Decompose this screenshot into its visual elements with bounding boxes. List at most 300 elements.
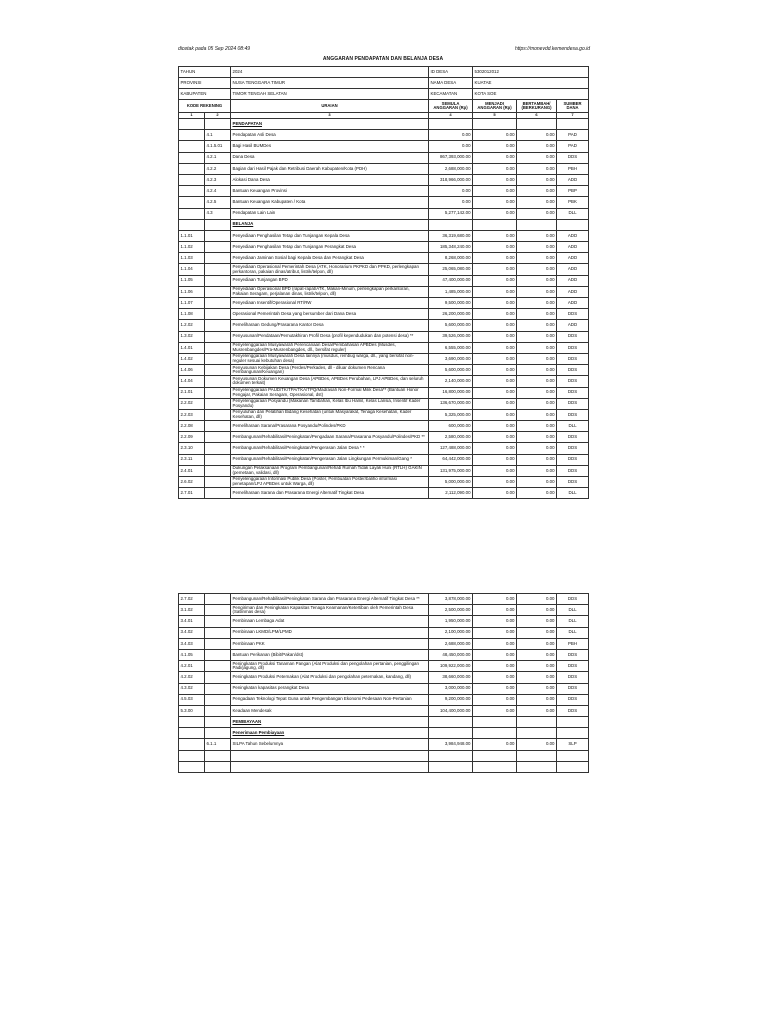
sub-kode-cell: 4.2.5 bbox=[205, 197, 231, 208]
semula-cell: 5,600,000.00 bbox=[429, 365, 473, 376]
uraian-cell: Bantuan Keuangan Provinsi bbox=[231, 186, 429, 197]
kecamatan-label: KECAMATAN bbox=[429, 89, 473, 100]
kode-rekening-cell bbox=[179, 728, 205, 739]
bertambah-cell bbox=[517, 750, 557, 761]
table-row bbox=[179, 739, 589, 750]
bertambah-cell: 0.00 bbox=[517, 443, 557, 454]
kode-rekening-cell: 2.3.10 bbox=[179, 443, 205, 454]
provinsi-label: PROVINSI bbox=[179, 78, 231, 89]
sub-kode-cell bbox=[205, 683, 231, 694]
kode-rekening-cell: 1.3.02 bbox=[179, 331, 205, 342]
semula-cell bbox=[429, 761, 473, 772]
sumber-dana-cell: DDS bbox=[557, 683, 589, 694]
tahun-value: 2024 bbox=[231, 67, 429, 78]
kode-rekening-cell: 1.1.01 bbox=[179, 230, 205, 241]
table-row bbox=[179, 242, 589, 253]
sub-kode-cell bbox=[205, 750, 231, 761]
sumber-dana-cell: ADD bbox=[557, 230, 589, 241]
uraian-cell: Pemeliharaan Sarana dan Prasarana Energi Alternatif Tingkat Desa bbox=[231, 488, 429, 499]
menjadi-cell: 0.00 bbox=[473, 465, 517, 476]
bertambah-cell: 0.00 bbox=[517, 197, 557, 208]
sumber-dana-cell: DDS bbox=[557, 454, 589, 465]
menjadi-cell: 0.00 bbox=[473, 627, 517, 638]
semula-cell bbox=[429, 750, 473, 761]
sumber-dana-cell bbox=[557, 219, 589, 230]
header-kode-rekening: KODE REKENING bbox=[179, 100, 231, 113]
semula-cell: 39,526,000.00 bbox=[429, 331, 473, 342]
semula-cell: 5,000,000.00 bbox=[429, 477, 473, 488]
bertambah-cell: 0.00 bbox=[517, 130, 557, 141]
kabupaten-label: KABUPATEN bbox=[179, 89, 231, 100]
kecamatan-value: KOTA SOE bbox=[473, 89, 589, 100]
table-row bbox=[179, 387, 589, 398]
uraian-cell: Penyediaan Jaminan Sosial bagi Kepala Desa dan Perangkat Desa bbox=[231, 253, 429, 264]
kode-rekening-cell: 1.1.06 bbox=[179, 286, 205, 297]
sub-kode-cell bbox=[205, 694, 231, 705]
sumber-dana-cell: DDS bbox=[557, 342, 589, 353]
menjadi-cell: 0.00 bbox=[473, 616, 517, 627]
table-row bbox=[179, 141, 589, 152]
uraian-cell: Pembangunan/Rehabilitasi/Peningkatan/Pengerasan Jalan Desa * * bbox=[231, 443, 429, 454]
bertambah-cell: 0.00 bbox=[517, 594, 557, 605]
sub-kode-cell bbox=[205, 627, 231, 638]
menjadi-cell: 0.00 bbox=[473, 331, 517, 342]
menjadi-cell: 0.00 bbox=[473, 152, 517, 163]
col-number-6: 6 bbox=[517, 113, 557, 119]
sub-kode-cell bbox=[205, 365, 231, 376]
kode-rekening-cell: 2.7.01 bbox=[179, 488, 205, 499]
bertambah-cell: 0.00 bbox=[517, 298, 557, 309]
menjadi-cell: 0.00 bbox=[473, 454, 517, 465]
sub-kode-cell bbox=[205, 477, 231, 488]
kode-rekening-cell: 1.1.04 bbox=[179, 264, 205, 275]
sub-kode-cell bbox=[205, 264, 231, 275]
sumber-dana-cell: PAD bbox=[557, 141, 589, 152]
semula-cell: 104,400,000.00 bbox=[429, 705, 473, 716]
table-row bbox=[179, 298, 589, 309]
kode-rekening-cell: 2.2.02 bbox=[179, 398, 205, 409]
menjadi-cell: 0.00 bbox=[473, 230, 517, 241]
bertambah-cell: 0.00 bbox=[517, 353, 557, 364]
table-row bbox=[179, 661, 589, 672]
kode-rekening-cell: 1.1.05 bbox=[179, 275, 205, 286]
sumber-dana-cell: ADD bbox=[557, 286, 589, 297]
sub-kode-cell bbox=[205, 443, 231, 454]
sub-kode-cell bbox=[205, 387, 231, 398]
menjadi-cell: 0.00 bbox=[473, 163, 517, 174]
menjadi-cell: 0.00 bbox=[473, 649, 517, 660]
kode-rekening-cell: 2.2.08 bbox=[179, 421, 205, 432]
menjadi-cell: 0.00 bbox=[473, 672, 517, 683]
menjadi-cell: 0.00 bbox=[473, 242, 517, 253]
menjadi-cell: 0.00 bbox=[473, 421, 517, 432]
sumber-dana-cell: PBP bbox=[557, 186, 589, 197]
bertambah-cell: 0.00 bbox=[517, 638, 557, 649]
semula-cell: 16,800,000.00 bbox=[429, 387, 473, 398]
menjadi-cell: 0.00 bbox=[473, 409, 517, 420]
bertambah-cell: 0.00 bbox=[517, 409, 557, 420]
sumber-dana-cell: DDS bbox=[557, 661, 589, 672]
sumber-dana-cell: DLL bbox=[557, 627, 589, 638]
kode-rekening-cell bbox=[179, 197, 205, 208]
col-number-7: 7 bbox=[557, 113, 589, 119]
kode-rekening-cell: 1.1.08 bbox=[179, 309, 205, 320]
uraian-cell: Pembangunan/Rehabilitasi/Peningkatan/Pengerasan Jalan Lingkungan Permukiman/Gang * bbox=[231, 454, 429, 465]
source-url[interactable]: https://monevdd.kemendesa.go.id bbox=[514, 46, 590, 52]
kode-rekening-cell: 4.2.01 bbox=[179, 661, 205, 672]
table-row bbox=[179, 376, 589, 387]
kode-rekening-cell: 1.2.02 bbox=[179, 320, 205, 331]
semula-cell: 48,450,000.00 bbox=[429, 649, 473, 660]
sub-kode-cell: 4.3 bbox=[205, 208, 231, 219]
menjadi-cell: 0.00 bbox=[473, 398, 517, 409]
uraian-cell: PENDAPATAN bbox=[231, 119, 429, 130]
bertambah-cell: 0.00 bbox=[517, 488, 557, 499]
uraian-cell: Penyusunan/Pendataan/Pemutakhiran Profil Desa (profil kependudukan dan potensi desa) ** bbox=[231, 331, 429, 342]
menjadi-cell: 0.00 bbox=[473, 264, 517, 275]
bertambah-cell: 0.00 bbox=[517, 605, 557, 616]
bertambah-cell: 0.00 bbox=[517, 432, 557, 443]
sub-kode-cell bbox=[205, 661, 231, 672]
uraian-cell: Peningkatan Produksi Tanaman Pangan (Alat Produksi dan pengolahan pertanian, penggilingan Padi/jagung, dll) bbox=[231, 661, 429, 672]
kode-rekening-cell bbox=[179, 761, 205, 772]
nama-desa-value: KUATAE bbox=[473, 78, 589, 89]
sumber-dana-cell: DDS bbox=[557, 398, 589, 409]
menjadi-cell: 0.00 bbox=[473, 443, 517, 454]
table-row bbox=[179, 130, 589, 141]
bertambah-cell: 0.00 bbox=[517, 649, 557, 660]
uraian-cell: Penyelenggaraan Informasi Publik Desa (Poster, Pembuatan Poster/baliho informasi penetapan/LPJ APBDes untuk Warga, dll) bbox=[231, 477, 429, 488]
uraian-cell: Pemeliharaan Gedung/Prasarana Kantor Desa bbox=[231, 320, 429, 331]
table-row bbox=[179, 443, 589, 454]
sub-kode-cell bbox=[205, 649, 231, 660]
kode-rekening-cell bbox=[179, 739, 205, 750]
semula-cell: 867,393,000.00 bbox=[429, 152, 473, 163]
uraian-cell: Bantuan Keuangan Kabupaten / Kota bbox=[231, 197, 429, 208]
bertambah-cell: 0.00 bbox=[517, 163, 557, 174]
kode-rekening-cell: 2.7.02 bbox=[179, 594, 205, 605]
sub-kode-cell bbox=[205, 275, 231, 286]
table-row bbox=[179, 454, 589, 465]
sub-kode-cell bbox=[205, 409, 231, 420]
sumber-dana-cell: DDS bbox=[557, 649, 589, 660]
semula-cell: 2,580,000.00 bbox=[429, 432, 473, 443]
uraian-cell: Penyediaan Penghasilan Tetap dan Tunjangan Kepala Desa bbox=[231, 230, 429, 241]
menjadi-cell: 0.00 bbox=[473, 353, 517, 364]
table-row bbox=[179, 638, 589, 649]
bertambah-cell bbox=[517, 728, 557, 739]
uraian-cell: SILPA Tahun Sebelumnya bbox=[231, 739, 429, 750]
uraian-cell: Penyediaan Operasional BPD (rapat-rapat/ATK, Makan-Minum, perlengkapan perkantoran, Pakaian Seragam, perjalanan dinas, listrik/telpon, dll) bbox=[231, 286, 429, 297]
bertambah-cell: 0.00 bbox=[517, 376, 557, 387]
sub-kode-cell: 4.2.2 bbox=[205, 163, 231, 174]
semula-cell: 600,000.00 bbox=[429, 421, 473, 432]
sumber-dana-cell: DDS bbox=[557, 152, 589, 163]
uraian-cell: Pengiriman dan Peningkatan Kapasitas Tenaga Keamanan/Ketertiban oleh Pemerintah Desa (Satlinmas desa) bbox=[231, 605, 429, 616]
menjadi-cell: 0.00 bbox=[473, 309, 517, 320]
kode-rekening-cell: 1.1.03 bbox=[179, 253, 205, 264]
bertambah-cell: 0.00 bbox=[517, 186, 557, 197]
uraian-cell: Penerimaan Pembiayaan bbox=[231, 728, 429, 739]
semula-cell: 131,975,000.00 bbox=[429, 465, 473, 476]
uraian-cell: Pemeliharaan Sarana/Prasarana Posyandu/Polindes/PKD bbox=[231, 421, 429, 432]
sumber-dana-cell: ADD bbox=[557, 320, 589, 331]
sumber-dana-cell: ADD bbox=[557, 275, 589, 286]
menjadi-cell: 0.00 bbox=[473, 286, 517, 297]
semula-cell: 0.00 bbox=[429, 141, 473, 152]
menjadi-cell bbox=[473, 219, 517, 230]
uraian-cell: Dukungan Pelaksanaan Program Pembangunan/Rehab Rumah Tidak Layak Huni (RTLH) GAKIN (pemetaan, validasi, dll) bbox=[231, 465, 429, 476]
sub-kode-cell bbox=[205, 398, 231, 409]
table-row bbox=[179, 264, 589, 275]
menjadi-cell: 0.00 bbox=[473, 197, 517, 208]
sumber-dana-cell: DDS bbox=[557, 443, 589, 454]
bertambah-cell: 0.00 bbox=[517, 309, 557, 320]
bertambah-cell: 0.00 bbox=[517, 342, 557, 353]
col-number-5: 5 bbox=[473, 113, 517, 119]
table-header-row bbox=[179, 100, 589, 113]
sumber-dana-cell: DDS bbox=[557, 694, 589, 705]
kode-rekening-cell: 2.3.11 bbox=[179, 454, 205, 465]
menjadi-cell: 0.00 bbox=[473, 298, 517, 309]
semula-cell: 2,140,000.00 bbox=[429, 376, 473, 387]
sub-kode-cell bbox=[205, 376, 231, 387]
col-number-3: 3 bbox=[231, 113, 429, 119]
table-row bbox=[179, 761, 589, 772]
bertambah-cell: 0.00 bbox=[517, 739, 557, 750]
menjadi-cell: 0.00 bbox=[473, 387, 517, 398]
uraian-cell: PEMBIAYAAN bbox=[231, 717, 429, 728]
uraian-cell: Pembinaan LKMD/LPM/LPMD bbox=[231, 627, 429, 638]
kode-rekening-cell: 1.1.07 bbox=[179, 298, 205, 309]
sumber-dana-cell: DDS bbox=[557, 672, 589, 683]
semula-cell: 2,112,090.00 bbox=[429, 488, 473, 499]
semula-cell: 136,670,000.00 bbox=[429, 398, 473, 409]
budget-table-page1 bbox=[178, 66, 589, 499]
table-row bbox=[179, 286, 589, 297]
menjadi-cell: 0.00 bbox=[473, 342, 517, 353]
col-number-2: 2 bbox=[205, 113, 231, 119]
semula-cell: 9,500,000.00 bbox=[429, 298, 473, 309]
bertambah-cell: 0.00 bbox=[517, 275, 557, 286]
sub-kode-cell bbox=[205, 230, 231, 241]
sumber-dana-cell: DDS bbox=[557, 705, 589, 716]
semula-cell: 2,500,000.00 bbox=[429, 605, 473, 616]
bertambah-cell: 0.00 bbox=[517, 286, 557, 297]
table-row bbox=[179, 705, 589, 716]
sub-kode-cell bbox=[205, 761, 231, 772]
uraian-cell: Bantuan Perikanan (Bibit/Pakan/dst) bbox=[231, 649, 429, 660]
uraian-cell: Penyusunan Kebijakan Desa (Perdes/Perkades, dll - diluar dokumen Rencana Pembangunan/Keuangan) bbox=[231, 365, 429, 376]
table-row bbox=[179, 197, 589, 208]
sumber-dana-cell: ADD bbox=[557, 242, 589, 253]
bertambah-cell bbox=[517, 717, 557, 728]
bertambah-cell: 0.00 bbox=[517, 683, 557, 694]
semula-cell: 36,319,680.00 bbox=[429, 230, 473, 241]
semula-cell: 2,688,000.00 bbox=[429, 638, 473, 649]
sumber-dana-cell: DDS bbox=[557, 309, 589, 320]
kode-rekening-cell: 2.2.09 bbox=[179, 432, 205, 443]
menjadi-cell: 0.00 bbox=[473, 705, 517, 716]
semula-cell: 47,400,000.00 bbox=[429, 275, 473, 286]
semula-cell: 38,660,000.00 bbox=[429, 672, 473, 683]
sub-kode-cell bbox=[205, 638, 231, 649]
sub-kode-cell bbox=[205, 421, 231, 432]
sub-kode-cell bbox=[205, 331, 231, 342]
kode-rekening-cell: 4.3.02 bbox=[179, 683, 205, 694]
sumber-dana-cell: ADD bbox=[557, 264, 589, 275]
header-uraian: URAIAN bbox=[231, 100, 429, 113]
uraian-cell: Penyelenggaraan Musyawarah Desa lainnya (musdus, rembug warga, dll., yang bersifat non-reguler sesuai kebutuhan desa) bbox=[231, 353, 429, 364]
sumber-dana-cell bbox=[557, 119, 589, 130]
uraian-cell: Penyusunan Dokumen Keuangan Desa (APBDes, APBDes Perubahan, LPJ APBDes, dan seluruh dokumen terkait) bbox=[231, 376, 429, 387]
semula-cell: 3,984,948.00 bbox=[429, 739, 473, 750]
uraian-cell: Penyediaan Tunjangan BPD bbox=[231, 275, 429, 286]
sumber-dana-cell bbox=[557, 750, 589, 761]
uraian-cell: Penyelenggaraan Posyandu (Makanan Tambahan, Kelas Ibu Hamil, Kelas Lansia, Insentif Kader Posyandu) bbox=[231, 398, 429, 409]
info-row-kabupaten bbox=[179, 89, 589, 100]
kode-rekening-cell bbox=[179, 186, 205, 197]
table-row bbox=[179, 353, 589, 364]
semula-cell: 8,268,000.00 bbox=[429, 253, 473, 264]
semula-cell: 0.00 bbox=[429, 130, 473, 141]
table-row bbox=[179, 253, 589, 264]
table-row bbox=[179, 230, 589, 241]
table-row bbox=[179, 649, 589, 660]
sub-kode-cell bbox=[205, 253, 231, 264]
sumber-dana-cell: DLL bbox=[557, 208, 589, 219]
semula-cell: 25,065,080.00 bbox=[429, 264, 473, 275]
semula-cell: 0.00 bbox=[429, 197, 473, 208]
sumber-dana-cell: DDS bbox=[557, 331, 589, 342]
table-row bbox=[179, 409, 589, 420]
nama-desa-label: NAMA DESA bbox=[429, 78, 473, 89]
bertambah-cell: 0.00 bbox=[517, 152, 557, 163]
sub-kode-cell: 4.1.5.01 bbox=[205, 141, 231, 152]
semula-cell: 5,325,000.00 bbox=[429, 409, 473, 420]
bertambah-cell: 0.00 bbox=[517, 672, 557, 683]
table-row bbox=[179, 717, 589, 728]
menjadi-cell: 0.00 bbox=[473, 320, 517, 331]
table-row bbox=[179, 728, 589, 739]
table-row bbox=[179, 275, 589, 286]
sub-kode-cell bbox=[205, 672, 231, 683]
semula-cell: 6,555,000.00 bbox=[429, 342, 473, 353]
table-row bbox=[179, 605, 589, 616]
kode-rekening-cell: 2.4.01 bbox=[179, 465, 205, 476]
table-row bbox=[179, 320, 589, 331]
menjadi-cell: 0.00 bbox=[473, 186, 517, 197]
semula-cell: 1,485,000.00 bbox=[429, 286, 473, 297]
bertambah-cell: 0.00 bbox=[517, 208, 557, 219]
table-row bbox=[179, 465, 589, 476]
uraian-cell: Penyediaan Insentif/Operasional RT/RW bbox=[231, 298, 429, 309]
bertambah-cell: 0.00 bbox=[517, 320, 557, 331]
uraian-cell: Penyelenggaraan PAUD/TK/TPA/TKA/TPQ/Madrasah Non-Formal Milik Desa** (Bantuan Honor Pengajar, Pakaian Seragam, Operasional, dst) bbox=[231, 387, 429, 398]
sub-kode-cell bbox=[205, 717, 231, 728]
menjadi-cell: 0.00 bbox=[473, 208, 517, 219]
uraian-cell bbox=[231, 761, 429, 772]
bertambah-cell: 0.00 bbox=[517, 627, 557, 638]
sub-kode-cell: 4.2.1 bbox=[205, 152, 231, 163]
sub-kode-cell bbox=[205, 728, 231, 739]
semula-cell: 5,600,000.00 bbox=[429, 320, 473, 331]
sumber-dana-cell: DLL bbox=[557, 488, 589, 499]
uraian-cell: Pengadaan Teknologi Tepat Guna untuk Pengembangan Ekonomi Pedesaan Non-Pertanian bbox=[231, 694, 429, 705]
semula-cell: 64,442,000.00 bbox=[429, 454, 473, 465]
table-row bbox=[179, 309, 589, 320]
sumber-dana-cell bbox=[557, 728, 589, 739]
menjadi-cell bbox=[473, 750, 517, 761]
kode-rekening-cell: 1.4.06 bbox=[179, 365, 205, 376]
menjadi-cell: 0.00 bbox=[473, 638, 517, 649]
bertambah-cell bbox=[517, 119, 557, 130]
kode-rekening-cell: 2.2.03 bbox=[179, 409, 205, 420]
bertambah-cell: 0.00 bbox=[517, 242, 557, 253]
sumber-dana-cell: DLL bbox=[557, 616, 589, 627]
kode-rekening-cell bbox=[179, 130, 205, 141]
document-title: ANGGARAN PENDAPATAN DAN BELANJA DESA bbox=[322, 56, 444, 62]
uraian-cell: Peningkatan Produksi Peternakan (Alat Produksi dan pengolahan peternakan, kandang, dll) bbox=[231, 672, 429, 683]
semula-cell: 2,100,000.00 bbox=[429, 627, 473, 638]
printed-date: dicetak pada 05 Sep 2024 08:49 bbox=[178, 46, 251, 52]
menjadi-cell: 0.00 bbox=[473, 432, 517, 443]
sub-kode-cell: 4.2.4 bbox=[205, 186, 231, 197]
kode-rekening-cell bbox=[179, 163, 205, 174]
table-row bbox=[179, 477, 589, 488]
sub-kode-cell bbox=[205, 286, 231, 297]
table-row bbox=[179, 365, 589, 376]
sub-kode-cell bbox=[205, 616, 231, 627]
kode-rekening-cell bbox=[179, 141, 205, 152]
bertambah-cell: 0.00 bbox=[517, 141, 557, 152]
uraian-cell: Bagian dari Hasil Pajak dan Retribusi Daerah Kabupaten/Kota (PDH) bbox=[231, 163, 429, 174]
menjadi-cell: 0.00 bbox=[473, 365, 517, 376]
table-row bbox=[179, 594, 589, 605]
provinsi-value: NUSA TENGGARA TIMUR bbox=[231, 78, 429, 89]
sub-kode-cell: 6.1.1 bbox=[205, 739, 231, 750]
sub-kode-cell bbox=[205, 342, 231, 353]
menjadi-cell: 0.00 bbox=[473, 594, 517, 605]
semula-cell: 5,277,142.00 bbox=[429, 208, 473, 219]
menjadi-cell: 0.00 bbox=[473, 694, 517, 705]
sub-kode-cell bbox=[205, 605, 231, 616]
budget-table-page2 bbox=[178, 593, 589, 773]
menjadi-cell: 0.00 bbox=[473, 376, 517, 387]
header-semula: SEMULA ANGGARAN (Rp) bbox=[429, 100, 473, 113]
kabupaten-value: TIMOR TENGAH SELATAN bbox=[231, 89, 429, 100]
table-row bbox=[179, 152, 589, 163]
tahun-label: TAHUN bbox=[179, 67, 231, 78]
kode-rekening-cell: 3.1.02 bbox=[179, 605, 205, 616]
sub-kode-cell bbox=[205, 488, 231, 499]
menjadi-cell: 0.00 bbox=[473, 253, 517, 264]
kode-rekening-cell: 3.4.02 bbox=[179, 627, 205, 638]
semula-cell: 3,690,000.00 bbox=[429, 353, 473, 364]
uraian-cell: Penyediaan Penghasilan Tetap dan Tunjangan Perangkat Desa bbox=[231, 242, 429, 253]
sumber-dana-cell: DDS bbox=[557, 432, 589, 443]
budget-rows-page2 bbox=[179, 594, 589, 773]
kode-rekening-cell bbox=[179, 717, 205, 728]
table-row bbox=[179, 119, 589, 130]
semula-cell: 9,200,000.00 bbox=[429, 694, 473, 705]
table-row bbox=[179, 219, 589, 230]
sumber-dana-cell: ADD bbox=[557, 253, 589, 264]
semula-cell bbox=[429, 728, 473, 739]
sumber-dana-cell: PBK bbox=[557, 197, 589, 208]
sumber-dana-cell: DDS bbox=[557, 409, 589, 420]
menjadi-cell bbox=[473, 717, 517, 728]
